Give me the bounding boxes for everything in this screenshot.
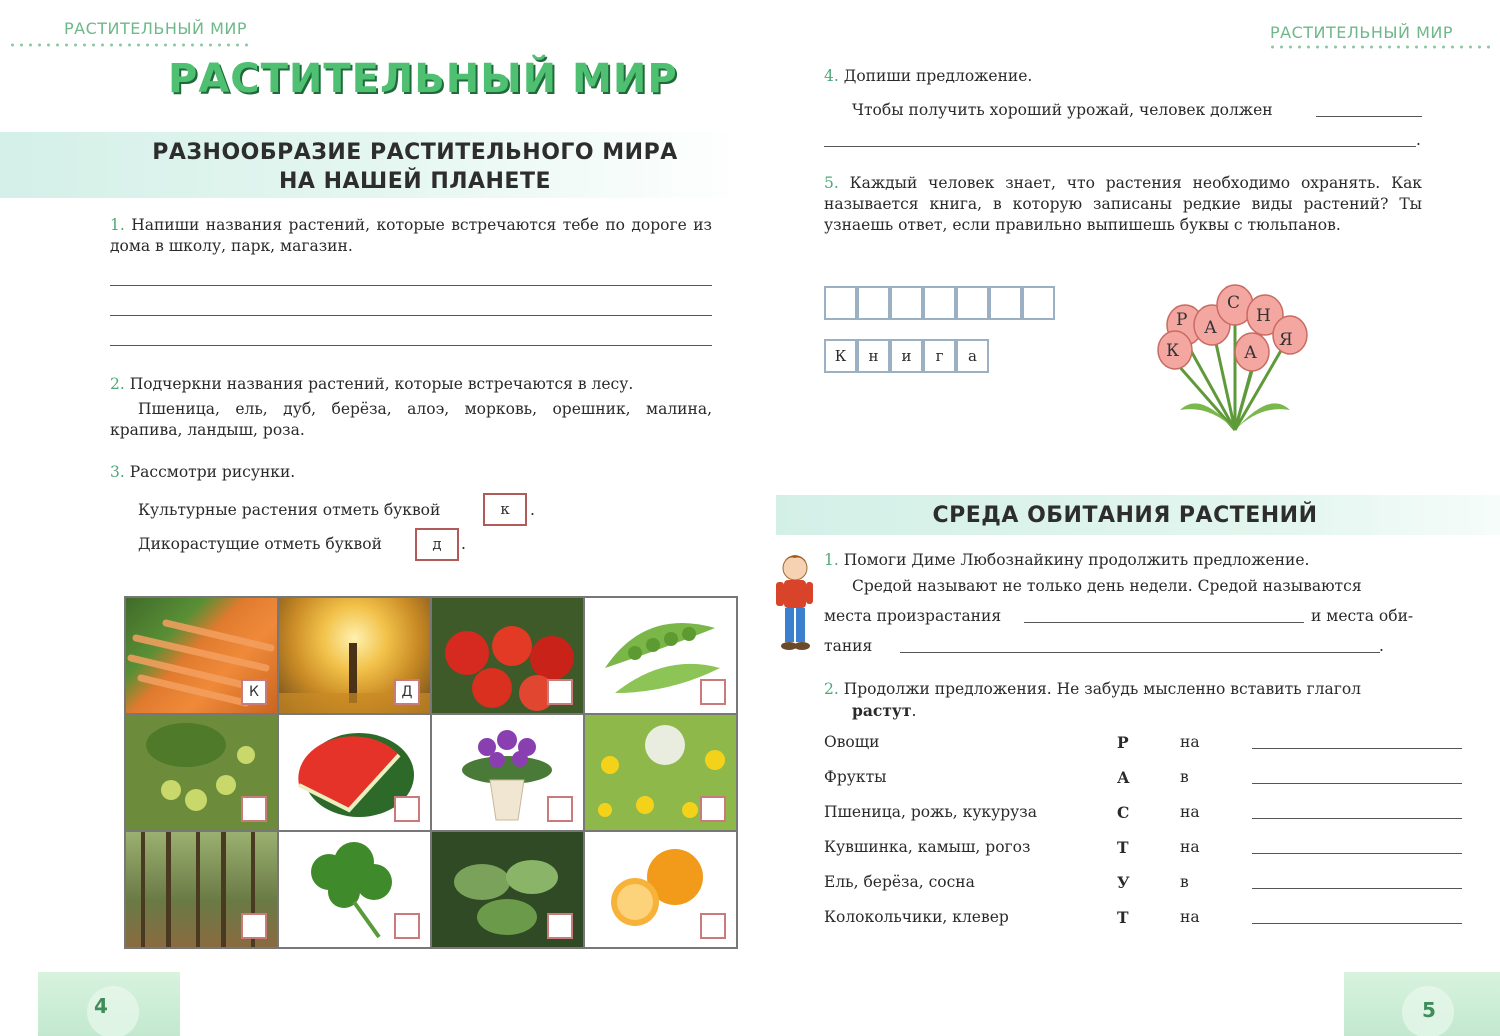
answer-line-3[interactable] <box>110 345 712 346</box>
task2 <box>110 374 712 441</box>
answer-line-habitat[interactable] <box>900 652 1380 653</box>
habitat-row <box>824 766 1466 801</box>
answer-line-1[interactable] <box>110 285 712 286</box>
habitat-task2 <box>824 679 1429 722</box>
tile-mark[interactable] <box>700 679 726 705</box>
tulip-letter: Н <box>1256 306 1271 326</box>
answer-cell[interactable] <box>989 286 1022 320</box>
habitat-task2-verb: растут <box>852 701 912 720</box>
left-running-title: РАСТИТЕЛЬНЫЙ МИР <box>64 19 248 38</box>
section-title-line2: НА НАШЕЙ ПЛАНЕТЕ <box>279 169 551 194</box>
answer-word-cells <box>824 286 1055 320</box>
page-title: РАСТИТЕЛЬНЫЙ МИР <box>168 56 678 102</box>
answer-cell[interactable] <box>956 286 989 320</box>
tulip-letter: А <box>1204 318 1217 338</box>
habitat-row <box>824 836 1466 871</box>
tulip-letter: К <box>1166 341 1180 361</box>
habitat-task1-text5: тания <box>824 637 873 655</box>
row-preposition: в <box>1180 873 1189 891</box>
right-running-title: РАСТИТЕЛЬНЫЙ МИР <box>1270 23 1454 42</box>
row-letter: Р <box>1117 733 1129 752</box>
legend-box-d: д <box>415 528 459 561</box>
row-label: Пшеница, рожь, кукуруза <box>824 803 1037 821</box>
habitat-task1-number: 1. <box>824 551 839 569</box>
tile-mark[interactable] <box>241 913 267 939</box>
task3-end2: . <box>461 535 466 553</box>
word-cell: г <box>923 339 956 373</box>
task5-text: Каждый человек знает, что растения необходимо охранять. Как называется книга, в которую записаны редкие виды растений? Ты узнаешь ответ, если правильно выпишешь буквы с тюльпанов. <box>824 174 1422 234</box>
row-letter: С <box>1117 803 1130 822</box>
tile-mark[interactable] <box>394 913 420 939</box>
task3-end1: . <box>530 501 535 519</box>
task2-number: 2. <box>110 375 125 393</box>
word-cell: а <box>956 339 989 373</box>
task4-text: Допиши предложение. <box>843 67 1033 85</box>
row-letter: Т <box>1117 908 1129 927</box>
tile-mark[interactable] <box>394 796 420 822</box>
task4 <box>824 66 1032 87</box>
answer-cell[interactable] <box>923 286 956 320</box>
legend-box-k: к <box>483 493 527 526</box>
row-label: Кувшинка, камыш, рогоз <box>824 838 1031 856</box>
page-number-left: 4 <box>94 994 108 1018</box>
tile-parsley <box>279 832 430 947</box>
row-answer-line[interactable] <box>1252 853 1462 854</box>
row-preposition: на <box>1180 838 1200 856</box>
tile-mark[interactable] <box>547 679 573 705</box>
row-answer-line[interactable] <box>1252 923 1462 924</box>
word-cell: и <box>890 339 923 373</box>
answer-line-4a[interactable] <box>1316 116 1422 117</box>
row-letter: У <box>1117 873 1130 892</box>
tile-gooseberry <box>126 715 277 830</box>
boy-character-icon <box>770 548 818 656</box>
row-preposition: на <box>1180 803 1200 821</box>
task4-sentence: Чтобы получить хороший урожай, человек должен <box>852 101 1273 119</box>
task1-text: Напиши названия растений, которые встречаются тебе по дороге из дома в школу, парк, магазин. <box>110 216 712 255</box>
task4-end: . <box>1416 131 1421 149</box>
tile-watermelon <box>279 715 430 830</box>
row-preposition: на <box>1180 733 1200 751</box>
tile-autumn-tree <box>279 598 430 713</box>
task1-number: 1. <box>110 216 125 234</box>
tile-mark[interactable] <box>700 913 726 939</box>
word-cell: н <box>857 339 890 373</box>
answer-cell[interactable] <box>1022 286 1055 320</box>
tulip-letter: А <box>1244 343 1257 363</box>
row-label: Колокольчики, клевер <box>824 908 1009 926</box>
row-letter: А <box>1117 768 1130 787</box>
answer-cell[interactable] <box>890 286 923 320</box>
row-label: Овощи <box>824 733 880 751</box>
habitat-task2-end: . <box>911 702 917 720</box>
tile-mark[interactable]: К <box>241 679 267 705</box>
row-letter: Т <box>1117 838 1129 857</box>
tulip-letter: Я <box>1279 330 1293 350</box>
tile-mark[interactable] <box>241 796 267 822</box>
answer-line-2[interactable] <box>110 315 712 316</box>
page-number-box-left <box>38 972 180 1036</box>
tile-violet <box>432 715 583 830</box>
task3-line2: Дикорастущие отметь буквой <box>138 535 382 553</box>
row-preposition: на <box>1180 908 1200 926</box>
habitat-row <box>824 731 1466 766</box>
row-label: Ель, берёза, сосна <box>824 873 975 891</box>
habitat-row <box>824 871 1466 906</box>
page-number-right: 5 <box>1422 998 1436 1022</box>
row-preposition: в <box>1180 768 1189 786</box>
tile-oranges <box>585 832 736 947</box>
word-cell: К <box>824 339 857 373</box>
habitat-task1-text4: и места оби- <box>1311 607 1414 625</box>
habitat-row <box>824 906 1466 941</box>
task4-number: 4. <box>824 67 839 85</box>
kniga-word-cells <box>824 339 989 373</box>
habitat-task2-text: Продолжи предложения. Не забудь мысленно вставить глагол <box>843 680 1362 698</box>
left-running-dots <box>8 43 248 47</box>
tile-mark[interactable]: Д <box>394 679 420 705</box>
tile-forest <box>126 832 277 947</box>
answer-line-growth-place[interactable] <box>1024 622 1304 623</box>
section-title-line1: РАЗНООБРАЗИЕ РАСТИТЕЛЬНОГО МИРА <box>152 140 678 165</box>
task3-text: Рассмотри рисунки. <box>129 463 296 481</box>
task5-number: 5. <box>824 174 839 192</box>
habitat-task1-text3: места произрастания <box>824 607 1002 625</box>
plant-picture-grid <box>124 596 738 949</box>
row-answer-line[interactable] <box>1252 888 1462 889</box>
habitat-task1 <box>824 550 1424 571</box>
tile-plantain <box>432 832 583 947</box>
tile-peas <box>585 598 736 713</box>
answer-line-4b[interactable] <box>824 146 1416 147</box>
habitat-task2-number: 2. <box>824 680 839 698</box>
tile-mark[interactable] <box>547 913 573 939</box>
tulip-letter: С <box>1227 293 1241 313</box>
tile-dandelions <box>585 715 736 830</box>
tile-mark[interactable] <box>700 796 726 822</box>
row-answer-line[interactable] <box>1252 818 1462 819</box>
answer-cell[interactable] <box>857 286 890 320</box>
answer-cell[interactable] <box>824 286 857 320</box>
tree-silhouette-icon <box>38 972 180 1036</box>
task2-text: Подчеркни названия растений, которые встречаются в лесу. <box>129 375 634 393</box>
row-answer-line[interactable] <box>1252 748 1462 749</box>
row-label: Фрукты <box>824 768 887 786</box>
habitat-task1-text2: Средой называют не только день недели. Средой называются <box>852 577 1362 595</box>
task2-plant-list[interactable]: Пшеница, ель, дуб, берёза, алоэ, морковь, орешник, малина, крапива, ландыш, роза. <box>110 400 712 439</box>
tulip-letter: Р <box>1176 310 1188 330</box>
right-running-dots <box>1268 45 1496 49</box>
section-title-habitat: СРЕДА ОБИТАНИЯ РАСТЕНИЙ <box>932 503 1318 528</box>
section-title-diversity <box>110 138 720 196</box>
habitat-task1-text: Помоги Диме Любознайкину продолжить предложение. <box>843 551 1310 569</box>
task3-line1: Культурные растения отметь буквой <box>138 501 441 519</box>
habitat-task1-end: . <box>1379 637 1384 655</box>
row-answer-line[interactable] <box>1252 783 1462 784</box>
tile-carrots <box>126 598 277 713</box>
tile-mark[interactable] <box>547 796 573 822</box>
task5 <box>824 173 1422 236</box>
habitat-rows <box>824 731 1466 941</box>
tile-tomatoes <box>432 598 583 713</box>
task3 <box>110 462 712 483</box>
task3-number: 3. <box>110 463 125 481</box>
page-number-box-right <box>1344 972 1500 1036</box>
habitat-row <box>824 801 1466 836</box>
task1 <box>110 215 712 257</box>
